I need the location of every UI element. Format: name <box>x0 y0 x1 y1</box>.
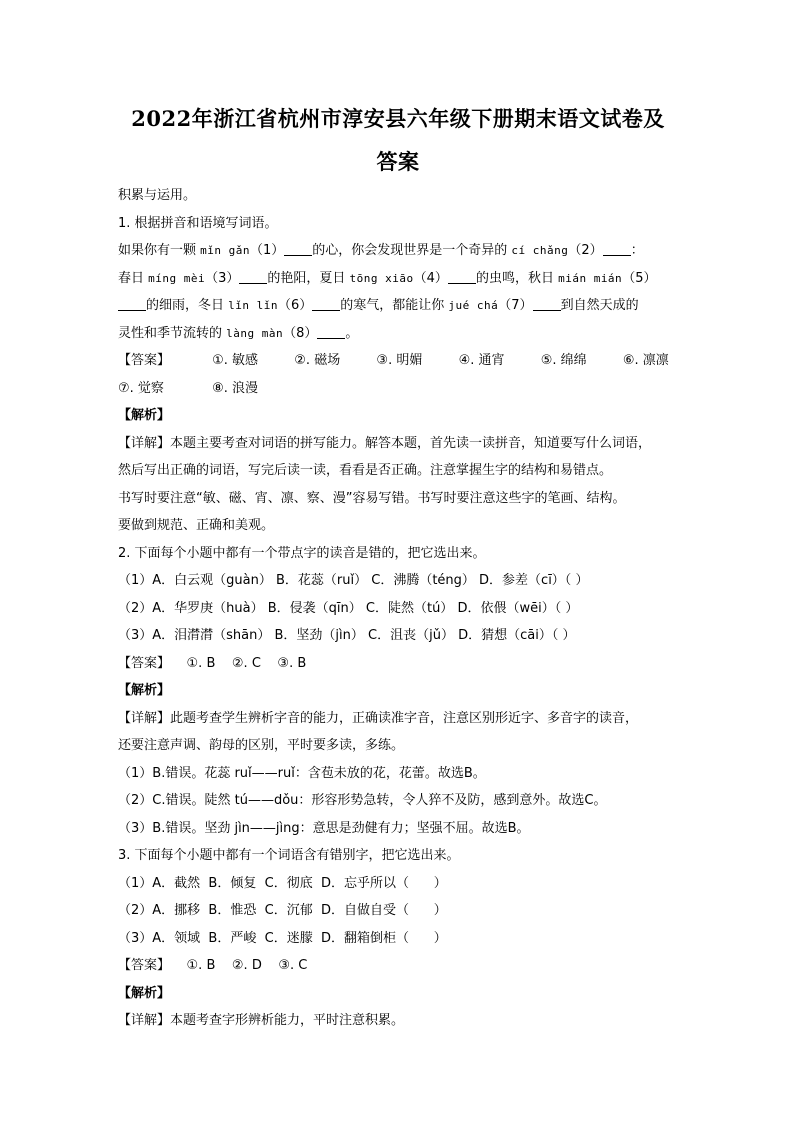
text: （8） <box>283 325 318 341</box>
text: 的虫鸣，秋日 <box>475 270 559 286</box>
question-2-option: （1）A．白云观（guàn） B．花蕊（ruǐ） C．沸腾（téng） D．参差（cī）（ ） <box>118 573 589 588</box>
question-1-detail: 要做到规范、正确和美观。 <box>118 518 275 533</box>
blank <box>603 242 631 256</box>
text: 如果你有一颗 <box>118 243 201 258</box>
question-3-option: （2）A．挪移 B．惟恐 C．沉郁 D．自做自受（ ） <box>118 903 447 918</box>
text: 的艳阳，夏日 <box>267 270 350 286</box>
text: （1） <box>250 243 285 258</box>
question-1-line-1 <box>118 240 678 268</box>
text: 到自然天成的 <box>560 298 639 313</box>
blank <box>533 297 561 311</box>
question-1-answer-row-1 <box>118 350 678 378</box>
text: 的心，你会发现世界是一个奇异的 <box>312 243 512 258</box>
page-title: 2022年浙江省杭州市淳安县六年级下册期末语文试卷及 <box>131 106 665 131</box>
question-2-explanation: （3）B.错误。坚劲 jìn——jìng：意思是劲健有力；坚强不屈。故选B。 <box>118 820 530 836</box>
question-1-detail: 【详解】本题主要考查对词语的拼写能力。解答本题，首先读一读拼音，知道要写什么词语， <box>118 435 652 451</box>
text: ： <box>630 243 644 258</box>
question-1-answer-row-2 <box>118 378 678 406</box>
question-1-line-2 <box>118 268 678 296</box>
answer-item: ①. 敏感 <box>212 353 259 368</box>
answer-label: 【答案】 <box>118 353 171 368</box>
pinyin: lǐn lǐn <box>228 299 278 312</box>
answer-item: ②. 磁场 <box>294 353 341 368</box>
answer-item: ⑤. 绵绵 <box>540 353 587 368</box>
question-2-stem: 2. 下面每个小题中都有一个带点字的读音是错的，把它选出来。 <box>118 545 486 561</box>
answer-item: ③. 明媚 <box>376 353 423 368</box>
pinyin: míng mèi <box>148 271 206 285</box>
text: 春日 <box>118 270 149 286</box>
question-1-detail: 书写时要注意“敏、磁、宵、凛、察、漫”容易写错。书写时要注意这些字的笔画、结构。 <box>118 490 626 506</box>
question-2-explanation: （1）B.错误。花蕊 ruǐ——ruǐ：含苞未放的花，花蕾。故选B。 <box>118 765 486 781</box>
text: （3） <box>205 270 240 286</box>
blank <box>448 270 476 284</box>
question-3-option: （3）A．领域 B．严峻 C．迷朦 D．翻箱倒柜（ ） <box>118 930 447 946</box>
blank <box>317 325 345 339</box>
answer-item: ④. 通宵 <box>458 353 505 368</box>
document-body <box>118 185 678 1038</box>
text: 灵性和季节流转的 <box>118 325 227 341</box>
section-heading: 积累与运用。 <box>118 188 197 203</box>
question-3-detail: 【详解】本题考查字形辨析能力，平时注意积累。 <box>118 1013 405 1028</box>
question-1-detail: 然后写出正确的词语，写完后读一读，看看是否正确。注意掌握生字的结构和易错点。 <box>118 463 613 478</box>
text: （4） <box>413 270 448 286</box>
question-3-option: （1）A．截然 B．倾复 C．彻底 D．忘乎所以（ ） <box>118 875 447 891</box>
pinyin: mián mián <box>558 271 623 285</box>
question-2-explanation: （2）C.错误。陡然 tú——dǒu：形容形势急转，令人猝不及防，感到意外。故选C。 <box>118 793 607 808</box>
question-1-analysis-label: 【解析】 <box>118 408 171 423</box>
blank <box>284 242 312 256</box>
blank <box>239 270 267 284</box>
answer-item: ⑦. 觉察 <box>118 380 164 396</box>
question-2-answer: 【答案】 ①. B ②. C ③. B <box>118 655 307 671</box>
question-2-option: （3）A．泪潸潸（shān） B．坚劲（jìn） C．沮丧（jǔ） D．猜想（cāi）（ ） <box>118 628 576 643</box>
question-1-stem: 1. 根据拼音和语境写词语。 <box>118 215 278 231</box>
question-1-line-3 <box>118 295 678 323</box>
question-3-answer: 【答案】 ①. B ②. D ③. C <box>118 958 308 973</box>
question-2-detail: 还要注意声调、韵母的区别，平时要多读，多练。 <box>118 738 405 753</box>
text: （7） <box>498 298 533 313</box>
text: 的细雨，冬日 <box>146 298 229 313</box>
pinyin: làng màn <box>226 326 284 340</box>
text: （2） <box>568 243 603 258</box>
pinyin: tōng xiāo <box>349 271 414 285</box>
answer-item: ⑥. 凛凛 <box>622 353 669 368</box>
question-2-option: （2）A．华罗庚（huà） B．侵袭（qīn） C．陡然（tú） D．依偎（wēi）（ ） <box>118 600 579 616</box>
pinyin: jué chá <box>448 299 499 312</box>
question-1-line-4 <box>118 323 678 351</box>
pinyin: cí chǎng <box>511 244 569 257</box>
question-2-detail: 【详解】此题考查学生辨析字音的能力，正确读准字音，注意区别形近字、多音字的读音， <box>118 710 639 726</box>
question-2-analysis-label: 【解析】 <box>118 683 171 698</box>
blank <box>118 297 146 311</box>
page-title-continued: 答案 <box>376 149 420 174</box>
text: 。 <box>345 325 359 341</box>
text: （6） <box>278 298 313 313</box>
question-3-analysis-label: 【解析】 <box>118 985 171 1001</box>
text: （5） <box>622 270 657 286</box>
blank <box>312 297 340 311</box>
question-3-stem: 3. 下面每个小题中都有一个词语含有错别字，把它选出来。 <box>118 848 460 863</box>
pinyin: mǐn gǎn <box>200 244 250 257</box>
answer-item: ⑧. 浪漫 <box>212 380 259 396</box>
text: 的寒气，都能让你 <box>340 298 449 313</box>
